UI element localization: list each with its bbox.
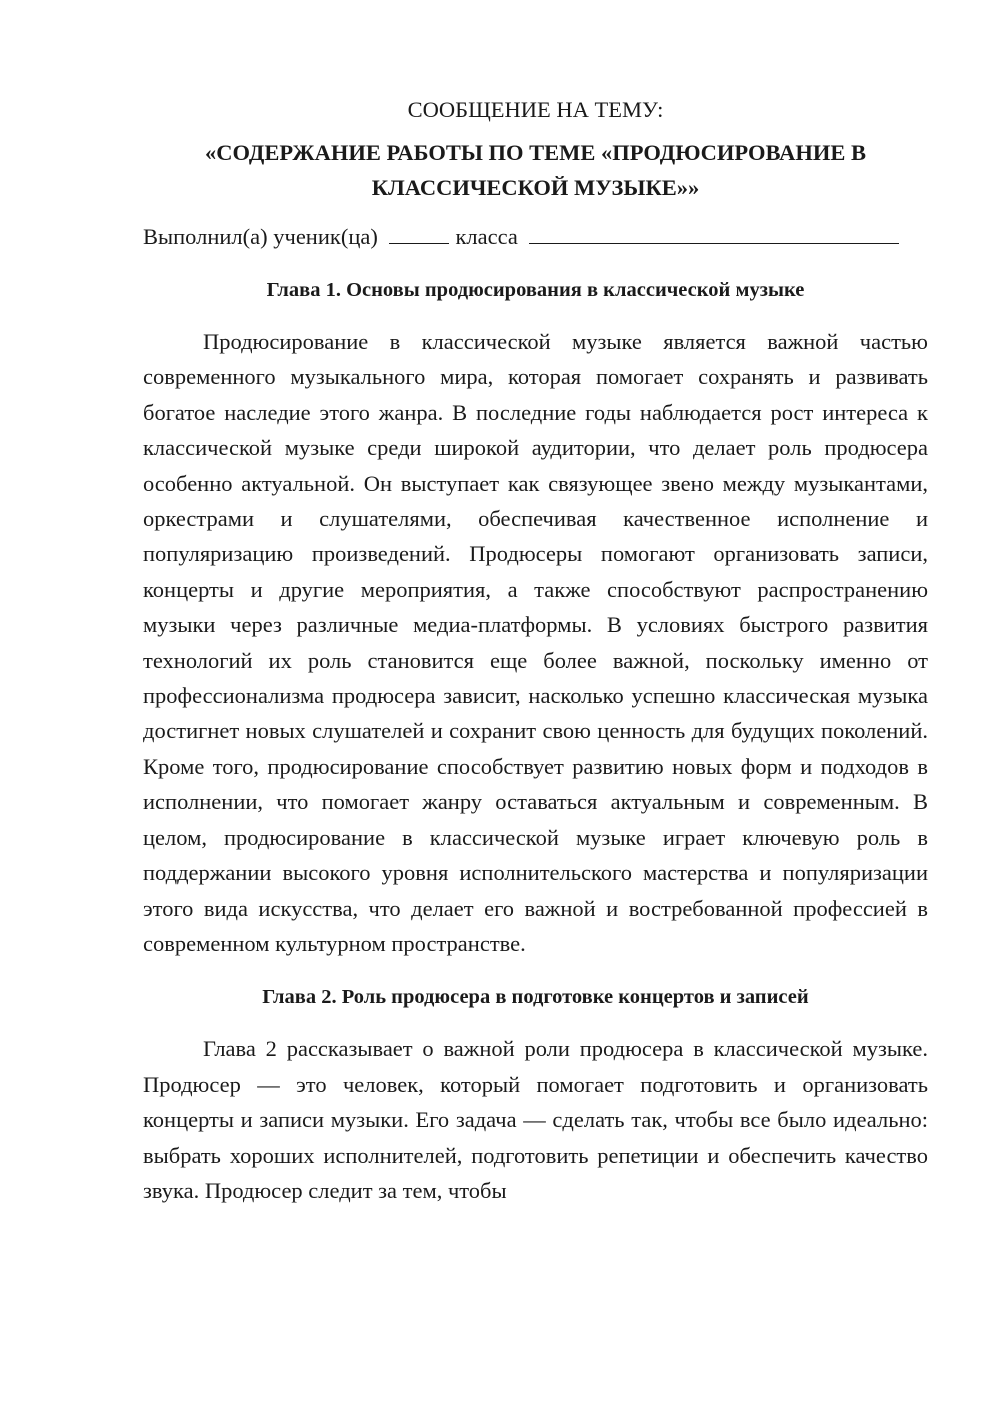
document-content bbox=[143, 92, 928, 1208]
author-line bbox=[143, 219, 928, 254]
class-number-blank bbox=[389, 221, 449, 244]
class-word: класса bbox=[455, 224, 518, 249]
document-label: СООБЩЕНИЕ НА ТЕМУ: bbox=[407, 97, 664, 122]
chapter-2-paragraph: Глава 2 рассказывает о важной роли продюсера в классической музыке. Продюсер — это человек, который помогает подготовить и организовать концерты и записи музыки. Его задача — сделать так, чтобы все было идеально: выбрать хороших исполнителей, подготовить репетиции и обеспечить качество звука. Продюсер следит за тем, чтобы bbox=[143, 1036, 928, 1203]
author-prefix: Выполнил(а) ученик(ца) bbox=[143, 224, 378, 249]
chapter-2-title: Глава 2. Роль продюсера в подготовке концертов и записей bbox=[262, 986, 809, 1009]
chapter-1-paragraph: Продюсирование в классической музыке является важной частью современного музыкального мира, которая помогает сохранять и развивать богатое наследие этого жанра. В последние годы наблюдается рост интереса к классической музыке среди широкой аудитории, что делает роль продюсера особенно актуальной. Он выступает как связующее звено между музыкантами, оркестрами и слушателями, обеспечивая качественное исполнение и популяризацию произведений. Продюсеры помогают организовать записи, концерты и другие мероприятия, а также способствуют распространению музыки через различные медиа-платформы. В условиях быстрого развития технологий их роль становится еще более важной, поскольку именно от профессионализма продюсера зависит, насколько успешно классическая музыка достигнет новых слушателей и сохранит свою ценность для будущих поколений. Кроме того, продюсирование способствует развитию новых форм и подходов в исполнении, что помогает жанру оставаться актуальным и современным. В целом, продюсирование в классической музыке играет ключевую роль в поддержании высокого уровня исполнительского мастерства и популяризации этого вида искусства, что делает его важной и востребованной профессией в современном культурном пространстве. bbox=[143, 329, 928, 956]
chapter-1-title: Глава 1. Основы продюсирования в классической музыке bbox=[266, 279, 805, 301]
author-name-blank bbox=[529, 221, 899, 244]
document-title: «СОДЕРЖАНИЕ РАБОТЫ ПО ТЕМЕ «ПРОДЮСИРОВАНИЕ В КЛАССИЧЕСКОЙ МУЗЫКЕ»» bbox=[205, 140, 866, 200]
